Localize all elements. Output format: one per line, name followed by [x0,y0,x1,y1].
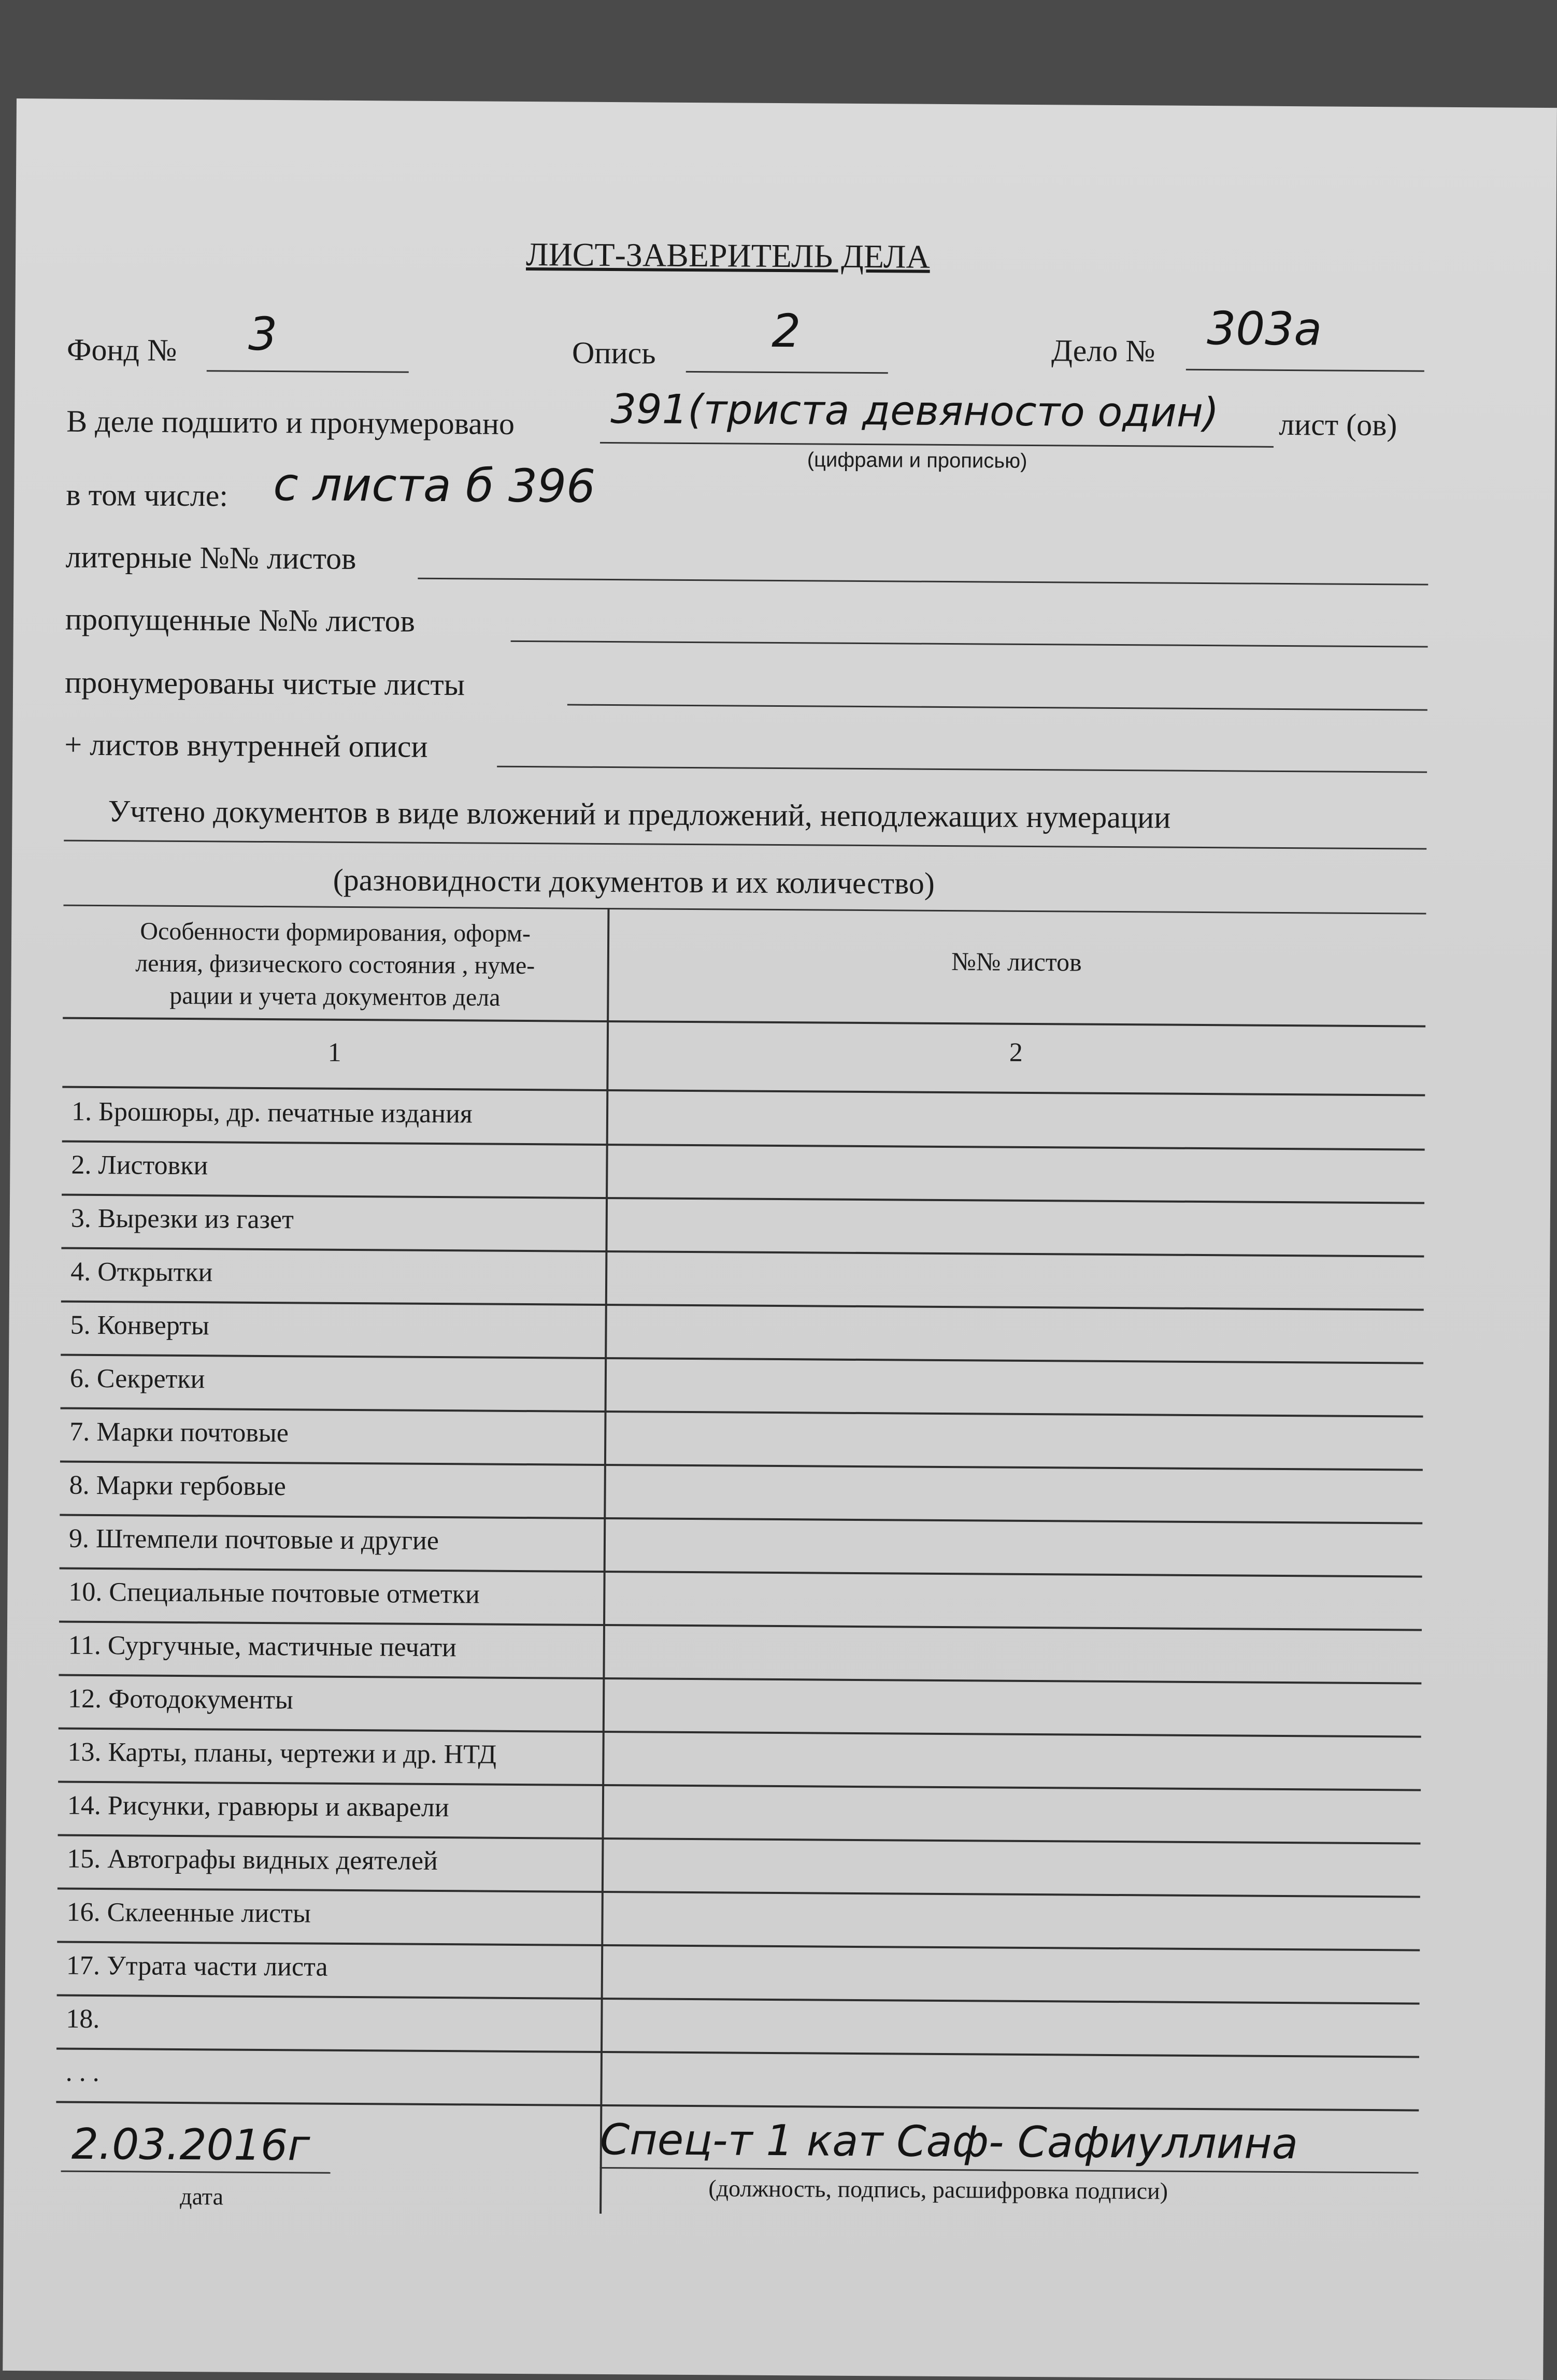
table-rule [59,1728,1421,1738]
table-row: 2. Листовки [71,1150,208,1181]
delo-underline [1186,369,1424,372]
fond-underline [207,370,409,373]
col2-header: №№ листов [951,947,1082,977]
table-row: 14. Рисунки, гравюры и акварели [67,1790,449,1823]
table-rule [60,1567,1422,1578]
table-rule [58,1834,1421,1845]
table-row: 16. Склеенные листы [66,1897,311,1929]
including-label: в том числе: [66,477,228,513]
blank-label: пронумерованы чистые листы [64,665,465,702]
table-rule [58,1888,1420,1898]
table-row: 11. Сургучные, мастичные печати [68,1630,457,1663]
sewn-underline [600,442,1274,448]
table-row: 6. Секретки [69,1363,205,1394]
sewn-hint: (цифрами и прописью) [807,448,1027,473]
signature-label: (должность, подпись, расшифровка подписи) [708,2175,1168,2204]
table-row: . . . [65,2057,99,2088]
table-row: 4. Открытки [70,1257,213,1288]
col1-header-line: рации и учета документов дела [169,981,501,1011]
including-value: с листа б 396 [273,458,596,513]
table-row: 7. Марки почтовые [69,1417,289,1448]
table-rule [62,1194,1424,1204]
fond-label: Фонд № [66,332,177,367]
table-rule [62,1141,1425,1151]
accounted-line-1 [64,840,1426,850]
table-row: 13. Карты, планы, чертежи и др. НТД [67,1737,497,1770]
accounted-label: Учтено документов в виде вложений и предложений, неподлежащих нумерации [108,794,1171,835]
table-row: 15. Автографы видных деятелей [67,1844,438,1876]
col2-number: 2 [1009,1037,1023,1067]
delo-label: Дело № [1051,333,1155,368]
opis-label: Опись [572,335,656,370]
col1-header-line: Особенности формирования, оформ- [140,917,531,948]
delo-value: 303а [1207,302,1322,356]
liter-label: литерные №№ листов [65,539,356,576]
page-title: ЛИСТ-ЗАВЕРИТЕЛЬ ДЕЛА [525,236,931,275]
table-row: 17. Утрата части листа [66,1950,328,1982]
blank-underline [567,704,1427,711]
table-row: 8. Марки гербовые [69,1470,286,1502]
table-row: 18. [66,2004,100,2034]
inner-label: + листов внутренней описи [64,727,428,764]
fond-value: 3 [248,307,278,361]
table-rule [61,1354,1423,1364]
table-rule [58,1781,1421,1791]
col1-header [63,915,607,1015]
table-row: 5. Конверты [70,1310,209,1341]
date-underline [61,2171,331,2174]
table-column-divider [599,908,609,2214]
sewn-value: 391(триста девяносто один) [610,386,1219,437]
table-rule [61,1247,1424,1258]
sewn-suffix: лист (ов) [1279,407,1397,443]
missed-underline [511,640,1428,648]
signature-value: Спец-т 1 кат Саф- Сафиуллина [599,2115,1298,2169]
accounted-hint: (разновидности документов и их количество) [333,862,935,901]
missed-label: пропущенные №№ листов [65,602,416,638]
table-rule [56,2101,1419,2112]
table-rule [61,1301,1424,1311]
col1-header-line: ления, физического состояния , нуме- [135,949,535,980]
col1-number: 1 [327,1037,341,1067]
liter-underline [418,578,1428,586]
table-rule [61,1407,1423,1418]
table-rule [59,1674,1421,1685]
opis-underline [686,371,888,374]
table-row: 12. Фотодокументы [67,1684,294,1715]
table-row: 3. Вырезки из газет [70,1203,294,1235]
date-label: дата [180,2183,224,2210]
inner-underline [497,766,1427,773]
table-row: 1. Брошюры, др. печатные издания [71,1096,473,1129]
accounted-line-2 [63,905,1426,915]
sewn-label: В деле подшито и пронумеровано [66,404,515,441]
table-rule [57,1941,1420,1951]
table-rule [59,1621,1422,1631]
table-rule [56,2048,1419,2058]
table-rule [60,1514,1422,1524]
table-row: 10. Специальные почтовые отметки [68,1577,480,1609]
table-rule [57,1994,1420,2005]
date-value: 2.03.2016г [71,2119,310,2171]
table-rule [60,1461,1423,1471]
table-rule [62,1086,1425,1096]
form-sheet [3,98,1557,2380]
opis-value: 2 [771,304,801,358]
table-rule [63,1017,1425,1028]
table-row: 9. Штемпели почтовые и другие [68,1523,439,1556]
